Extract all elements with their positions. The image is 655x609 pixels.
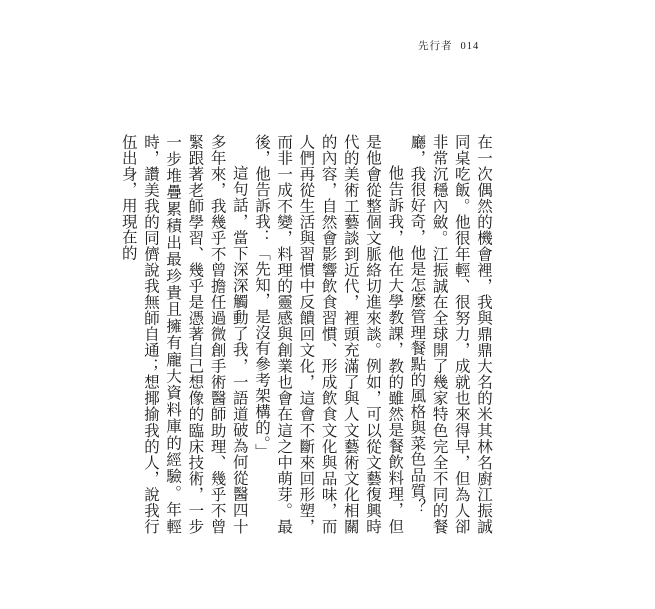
paragraph-3: 這句話，當下深深觸動了我，一語道破為何從醫四十多年來，我幾乎不曾擔任過微創手術醫師助理、幾乎不曾緊跟著老師學習、幾乎是憑著自己想像的臨床技術，一步一步堆疊累積出最珍貴且擁有龐大資料庫的經驗。年輕時，讚美我的同儕說我無師自通；想揶揄我的人，說我行伍出身，用現在的	[119, 134, 249, 534]
running-header	[418, 38, 479, 53]
page-number: 014	[460, 41, 480, 52]
paragraph-2: 他告訴我，他在大學教課，教的雖然是餐飲料理，但是他會從整個文脈絡切進來談。例如，可以從文藝復興時代的美術工藝談到近代，裡頭充滿了與人文藝術文化相關的內容，自然會影響飲食習慣、形成飲食文化與品味，而人們再從生活與習慣中反饋回文化，這會不斷來回形塑，而非一成不變，料理的靈感與創業也會在這之中萌芽。最後，他告訴我：「先知，是沒有參考架構的。」	[252, 134, 405, 534]
vertical-text-body	[119, 134, 495, 534]
paragraph-1: 在一次偶然的機會裡，我與鼎鼎大名的米其林名廚江振誠同桌吃飯。他很年輕、很努力，成就也來得早，但為人卻非常沉穩內斂。江振誠在全球開了幾家特色完全不同的餐廳，我很好奇，他是怎麼管理餐點的風格與菜色品質？	[408, 134, 493, 534]
book-title: 先行者	[418, 40, 453, 52]
